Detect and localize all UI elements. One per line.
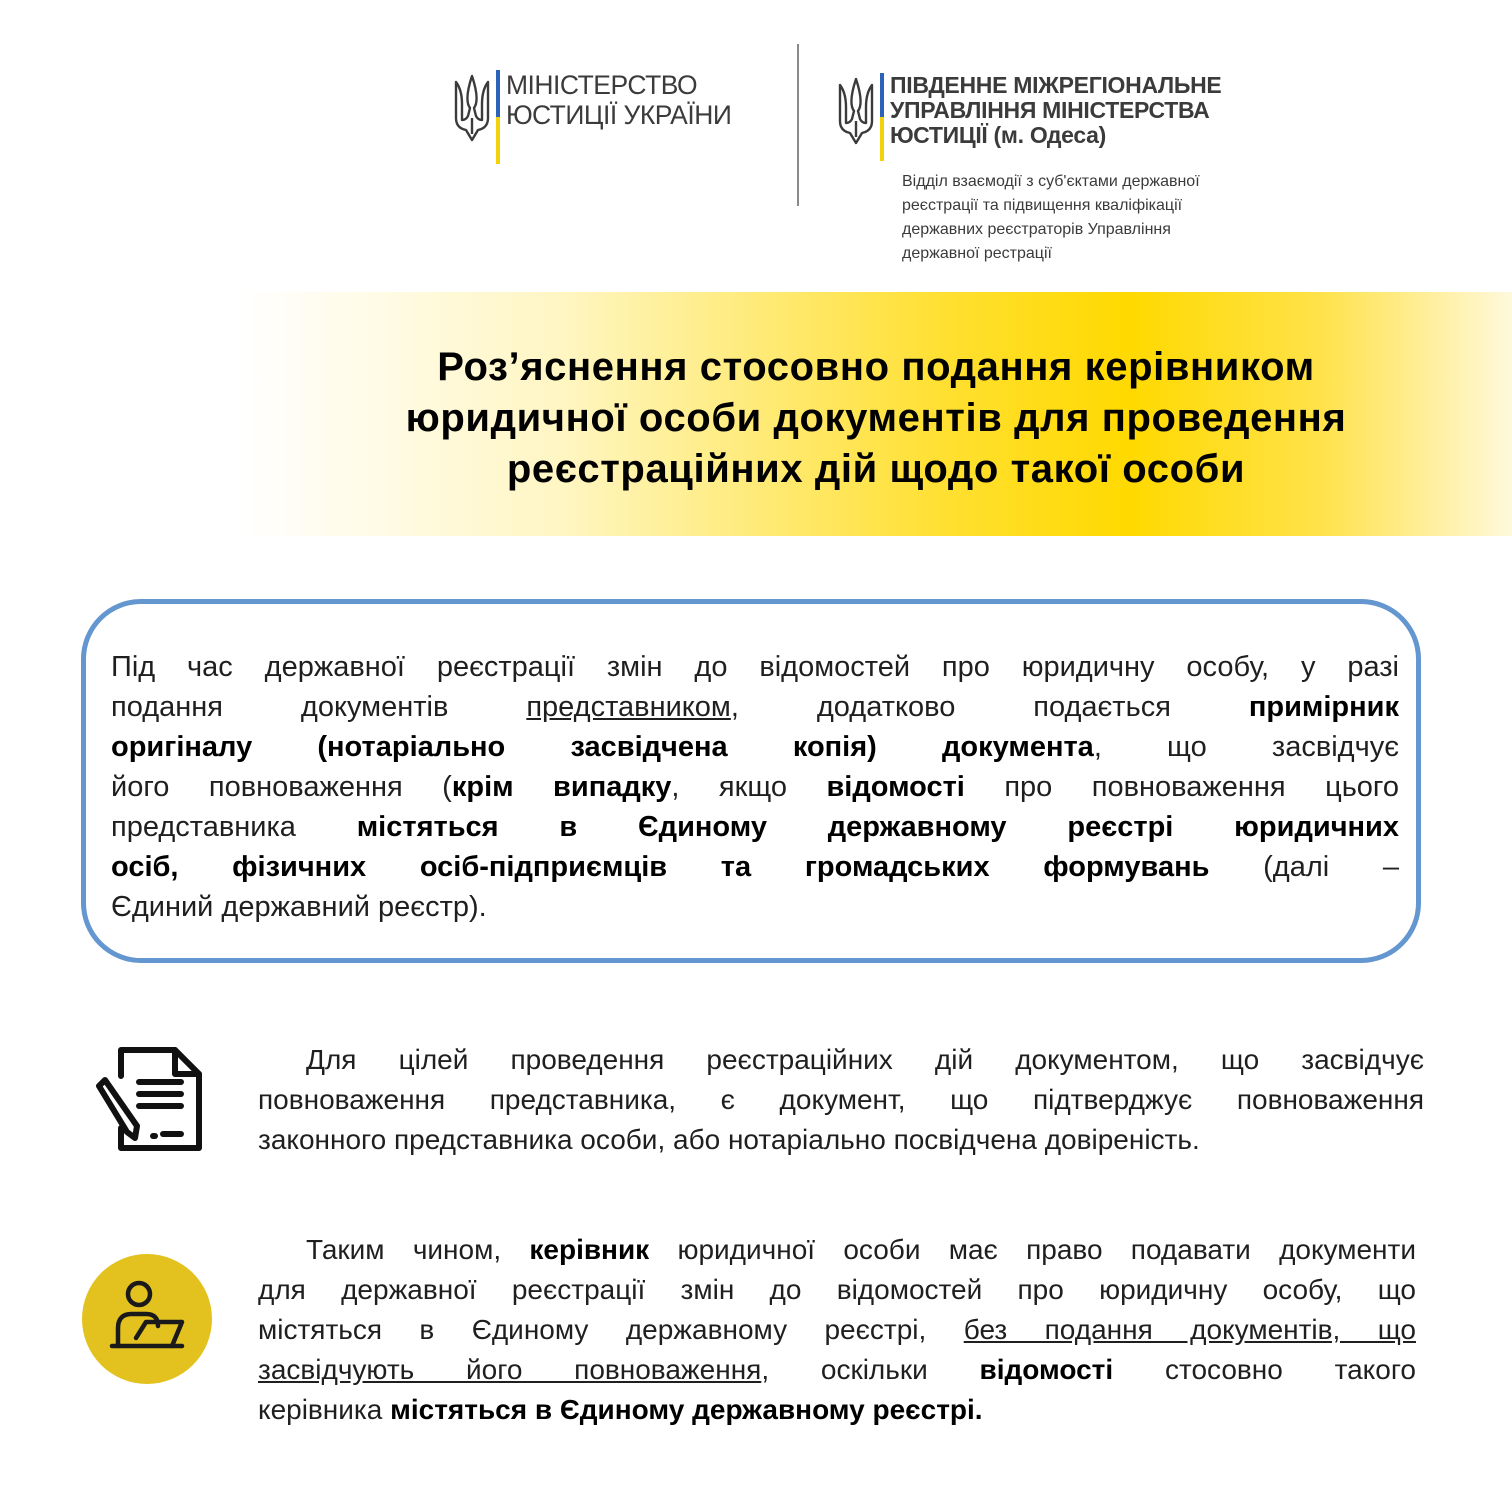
- text-run: його повноваження (: [111, 771, 452, 803]
- ministry-line: МІНІСТЕРСТВО: [506, 70, 698, 100]
- text-run: відомості: [826, 771, 965, 803]
- rule-line: [111, 647, 1399, 687]
- text-run: , що засвідчує: [1093, 731, 1399, 763]
- department-line: Відділ взаємодії з суб'єктами державної: [902, 173, 1200, 190]
- rule-line: [111, 807, 1399, 847]
- text-run: подання документів: [111, 691, 527, 723]
- text-run: представника: [111, 811, 357, 843]
- logo-divider: [797, 44, 799, 206]
- department-line: реєстрації та підвищення кваліфікації: [902, 197, 1183, 214]
- text-run: , оскільки: [761, 1354, 980, 1385]
- text-run: Єдиний державний реєстр).: [111, 891, 487, 923]
- trident-icon: [836, 73, 876, 153]
- regional-name: [890, 73, 1221, 148]
- regional-line: ЮСТИЦІЇ (м. Одеса): [890, 122, 1106, 148]
- rule-line: [111, 847, 1399, 887]
- paragraph-line: [258, 1121, 1424, 1161]
- text-run: юридичної особи має право подавати документи: [649, 1234, 1416, 1265]
- text-run: керівника: [258, 1394, 391, 1425]
- department-line: державної рестрації: [902, 245, 1052, 262]
- text-run: Таким чином,: [306, 1234, 530, 1265]
- title-line: Роз’яснення стосовно подання керівником: [437, 345, 1315, 389]
- ministry-name: [506, 70, 731, 130]
- trident-icon: [452, 70, 492, 150]
- rule-line: [111, 727, 1399, 767]
- text-run: примірник: [1248, 691, 1399, 723]
- document-pen-icon: [93, 1042, 205, 1154]
- department-line: державних реєстраторів Управління: [902, 221, 1171, 238]
- person-laptop-icon: [82, 1254, 212, 1384]
- rule-line: [111, 887, 1399, 927]
- text-run: повноваження представника, є документ, що підтверджує повноваження: [258, 1084, 1424, 1115]
- paragraph-line: [258, 1351, 1416, 1391]
- text-run: оригіналу (нотаріально засвідчена копія) документа: [111, 731, 1094, 763]
- text-run: осіб, фізичних осіб-підприємців та громадських формувань: [111, 851, 1210, 883]
- ministry-logo: [452, 70, 736, 164]
- text-run: засвідчують його повноваження: [258, 1354, 762, 1385]
- title-line: юридичної особи документів для проведення: [405, 396, 1347, 440]
- paragraph-line: [258, 1271, 1416, 1311]
- text-run: керівник: [529, 1234, 650, 1265]
- text-run: про повноваження цього: [964, 771, 1399, 803]
- ministry-line: ЮСТИЦІЇ УКРАЇНИ: [506, 100, 732, 130]
- paragraph-line: [258, 1081, 1424, 1121]
- title-line: реєстраційних дій щодо такої особи: [506, 447, 1246, 491]
- flag-bar: [880, 73, 884, 161]
- text-run: без подання документів, що: [963, 1314, 1416, 1345]
- flag-bar: [496, 70, 500, 164]
- regional-logo: [836, 73, 1221, 161]
- text-run: містяться в Єдиному державному реєстрі.: [390, 1394, 983, 1425]
- paragraph-line: [258, 1311, 1416, 1351]
- text-run: відомості: [979, 1354, 1114, 1385]
- text-run: містяться в Єдиному державному реєстрі юридичних: [356, 811, 1400, 843]
- regional-line: ПІВДЕННЕ МІЖРЕГІОНАЛЬНЕ: [890, 72, 1222, 98]
- text-run: стосовно такого: [1113, 1354, 1416, 1385]
- text-run: містяться в Єдиному державному реєстрі,: [258, 1314, 964, 1345]
- department-name: [902, 170, 1282, 266]
- paragraph-conclusion: [258, 1231, 1416, 1431]
- text-run: (далі –: [1209, 851, 1399, 883]
- text-run: , додатково подається: [730, 691, 1249, 723]
- page-title: [240, 342, 1512, 495]
- text-run: Під час державної реєстрації змін до відомостей про юридичну особу, у разі: [111, 651, 1399, 683]
- text-run: Для цілей проведення реєстраційних дій документом, що засвідчує: [306, 1044, 1424, 1075]
- rule-line: [111, 767, 1399, 807]
- paragraph-line: [258, 1041, 1424, 1081]
- paragraph-representative-document: [258, 1041, 1424, 1161]
- text-run: крім випадку: [451, 771, 672, 803]
- regional-line: УПРАВЛІННЯ МІНІСТЕРСТВА: [890, 97, 1210, 123]
- paragraph-line: [258, 1391, 1416, 1431]
- text-run: представником: [526, 691, 731, 723]
- text-run: для державної реєстрації змін до відомостей про юридичну особу, що: [258, 1274, 1416, 1305]
- text-run: , якщо: [671, 771, 827, 803]
- paragraph-line: [258, 1231, 1416, 1271]
- text-run: законного представника особи, або нотаріально посвідчена довіреність.: [258, 1124, 1200, 1155]
- rule-line: [111, 687, 1399, 727]
- rule-paragraph: [111, 647, 1399, 927]
